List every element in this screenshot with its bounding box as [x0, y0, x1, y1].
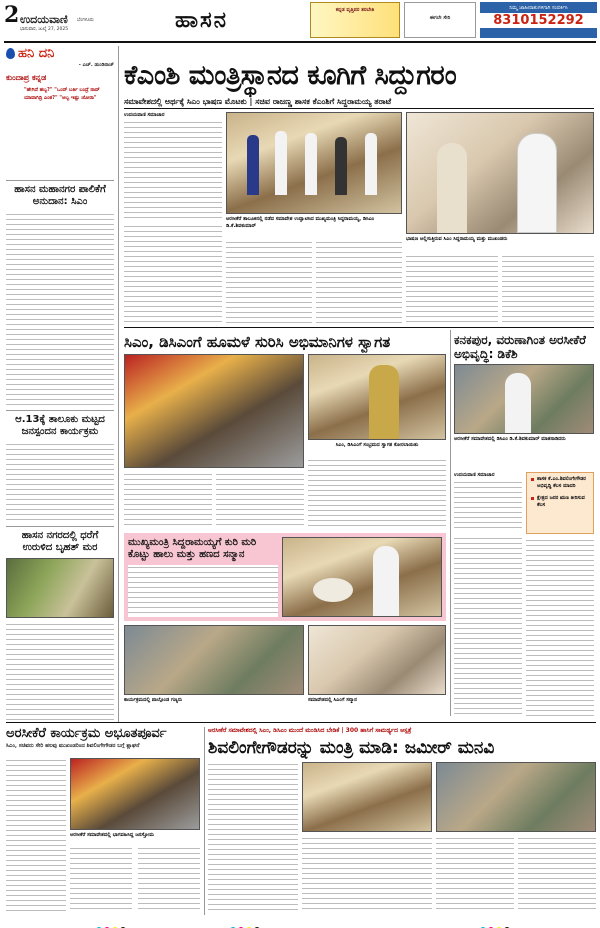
hani-dani-box: [6, 46, 114, 152]
dkshi-highlight-2: ಕ್ಷೇತ್ರದ ಜನರ ಋಣ ತೀರಿಸುವ ಕೆಲಸ: [530, 495, 590, 509]
issue-date: ಭಾನುವಾರ, ಜುಲೈ 27, 2025: [20, 27, 69, 32]
dkshi-caption: ಅರಸೀಕೆರೆ ಸಮಾವೇಶದಲ್ಲಿ ಡಿಸಿಎಂ ಡಿ.ಕೆ.ಶಿವಕುಮಾರ್ ಮಾತನಾಡಿದರು: [454, 436, 566, 442]
cm-honour-caption: ಸಮಾವೇಶದಲ್ಲಿ ಸಿಎಂಗೆ ಸನ್ಮಾನ: [308, 697, 357, 703]
bottom-main-body-col1: [208, 762, 298, 912]
bottom-crowd-caption: ಅರಸೀಕೆರೆ ಸಮಾವೇಶದಲ್ಲಿ ಭಾಗವಹಿಸಿದ್ದ ಜನಸ್ತೋಮ: [70, 832, 155, 838]
dkshi-highlight-1: ಶಾಸಕ ಕೆ.ಎಂ.ಶಿವಲಿಂಗೇಗೌಡರ ಅಭಿವೃದ್ಧಿ ಕೆಲಸ ಮಾದರಿ: [530, 476, 590, 490]
bottom-section-rule: [6, 722, 596, 723]
main-subheadline: ಸಮಾವೇಶದಲ್ಲಿ ಅರ್ಥಕ್ಕೆ ಸಿಎಂ ಭಾಷಣ ಮೊಟಕು | ಸಚಿವ ರಾಜಣ್ಣ ಶಾಸಕ ಕೆಎಂಶಿಗೆ ಸಿದ್ದರಾಮಯ್ಯ ತರಾಟೆ: [124, 97, 392, 106]
hani-dani-logo: [6, 46, 114, 61]
main-story-col5: [502, 254, 594, 324]
bottom-crowd-photo: [70, 758, 200, 830]
hani-dani-poem-title: ಕುಂದಾಪ್ರ ಕನ್ನಡ: [6, 73, 47, 82]
hani-dani-poem: "ಹೇಗಿದೆ ಹಬ್ಬ?" "ಒಂದ್ ಬರ್ತಿ ಬಂದ್ರೆ ನಾವ್ ಯಾವಾಗಿದ್ರಿ ಎಂತ?" "ಅಬ್ಬ ಇಷ್ಟು ಜೋರಾ": [24, 87, 100, 101]
ad-phone: 8310152292: [480, 13, 597, 28]
main-headline-rule: [124, 108, 594, 109]
welcome-photo-felicitation: [308, 354, 446, 440]
dkshi-headline: ಕನಕಪುರ, ವರುಣಾಗಿಂತ ಅರಸೀಕೆರೆ ಅಭಿವೃದ್ಧಿ: ಡಿಕೆಶಿ: [454, 333, 586, 361]
welcome-body-col2: [216, 472, 304, 528]
bottom-main-body-col2: [302, 836, 432, 912]
dkshi-body-col1: [454, 536, 522, 716]
main-story-col1-top: [124, 120, 222, 220]
sheep-gift-body: [128, 565, 278, 617]
dkshi-body-col1-top: [454, 480, 522, 532]
hani-dani-title: ಹನಿ ದನಿ: [18, 46, 55, 61]
advertisement-left[interactable]: [310, 2, 400, 38]
main-photo-event-caption: ಅರಸೀಕೆರೆ ತಾಲೂಕಿನಲ್ಲಿ ನಡೆದ ಸಮಾವೇಶ ಉದ್ಘಾಟಿಸಿದ ಮುಖ್ಯಮಂತ್ರಿ ಸಿದ್ದರಾಮಯ್ಯ, ಡಿಸಿಎಂ ಡಿ.ಕೆ.ಶಿವಕುಮಾರ್: [226, 216, 375, 229]
city-title: ಹಾಸನ: [175, 8, 228, 33]
main-photo-event: [226, 112, 402, 214]
registration-marks-left: [96, 918, 128, 924]
dkshi-highlights: [526, 472, 594, 534]
sheep-gift-headline: ಮುಖ್ಯಮಂತ್ರಿ ಸಿದ್ದರಾಮಯ್ಯಗೆ ಕುರಿ ಮರಿ ಕೊಟ್ಟು ಹಾಲು ಮತ್ತು ಹಣದ ಸನ್ಮಾನ: [128, 537, 257, 560]
story-janaspandana-body: [6, 442, 114, 522]
welcome-headline: ಸಿಎಂ, ಡಿಸಿಎಂಗೆ ಹೂಮಳೆ ಸುರಿಸಿ ಅಭಿಮಾನಿಗಳ ಸ್ವಾಗತ: [124, 333, 391, 351]
ad-left-text: ಕನ್ನಡ ವೃತ್ತಿಪರ ತರಬೇತಿ: [335, 7, 375, 13]
story-grant-headline: ಹಾಸನ ಮಹಾನಗರ ಪಾಲಿಕೆಗೆ ಅನುದಾನ: ಸಿಎಂ: [14, 184, 106, 207]
ad-mid-text: ಈಗಲೇ ಸೇರಿ: [429, 15, 451, 21]
registration-marks-right: [480, 918, 512, 924]
bottom-left-subheadline: ಸಿಎಂ, ಸಚಿವರು ಸೇರಿ ಹಲವು ಮುಖಂಡರಿಂದ ಶಿವಲಿಂಗೇಗೌಡರ ಬಗ್ಗೆ ಶ್ಲಾಘನೆ: [6, 743, 140, 749]
story-tree-headline: ಹಾಸನ ನಗರದಲ್ಲಿ ಧರೆಗೆ ಉರುಳಿದ ಬೃಹತ್ ಮರ: [21, 530, 99, 553]
registration-marks-mid: [230, 918, 262, 924]
dignitaries-caption: ಕಾರ್ಯಕ್ರಮದಲ್ಲಿ ಪಾಲ್ಗೊಂಡ ಗಣ್ಯರು: [124, 697, 183, 703]
main-story-col2: [226, 240, 312, 324]
story-janaspandana-headline: ಆ.13ಕ್ಕೆ ತಾಲೂಕು ಮಟ್ಟದ ಜನಸ್ಪಂದನ ಕಾರ್ಯಕ್ರಮ: [15, 414, 105, 437]
bottom-left-body-col1: [6, 758, 66, 912]
left-column-separator: [118, 46, 119, 722]
tree-photo: [6, 558, 114, 618]
left-divider-3: [6, 526, 114, 527]
bottom-left-body-col2: [70, 846, 132, 912]
welcome-photo-crowd: [124, 354, 304, 468]
page-number: 2: [4, 2, 20, 28]
main-photo-cm-caption: ಭಾಷಣ ಆಲ್ಲಿಸುತ್ತಿರುವ ಸಿಎಂ ಸಿದ್ದರಾಮಯ್ಯ ಮತ್ತು ಮುಖಂಡರು: [406, 236, 508, 242]
main-story-col1: [124, 224, 222, 324]
welcome-caption: ಸಿಎಂ, ಡಿಸಿಎಂಗೆ ಸಂಭ್ರಮದ ಸ್ವಾಗತ ಕೋರಲಾಯಿತು: [335, 442, 419, 448]
dkshi-byline: ಉದಯವಾಣಿ ಸಮಾಚಾರ: [454, 472, 495, 478]
welcome-body-col3: [308, 458, 446, 528]
main-story-bottom-rule: [124, 327, 594, 328]
drop-icon: [6, 48, 15, 59]
bottom-main-headline: ಶಿವಲಿಂಗೇಗೌಡರನ್ನು ಮಂತ್ರಿ ಮಾಡಿ: ಜಮೀರ್ ಮನವಿ: [208, 738, 495, 758]
hani-dani-author: - ಎಚ್. ಡುಂಡಿರಾಜ್: [78, 62, 114, 68]
header-rule: [4, 41, 596, 43]
welcome-body-col1: [124, 472, 212, 528]
left-divider-1: [6, 180, 114, 181]
bottom-left-headline: ಅರಸೀಕೆರೆ ಕಾರ್ಯಕ್ರಮ ಅಭೂತಪೂರ್ವ: [6, 726, 167, 741]
ad-right-text: ನಿಮ್ಮ ಜಾಹೀರಾತುಗಳಿಗಾಗಿ ಸಂಪರ್ಕಿಸಿ: [509, 5, 568, 11]
sheep-gift-box: [124, 533, 446, 621]
masthead-brand: ಉದಯವಾಣಿ: [20, 13, 68, 26]
bottom-jameer-photo: [436, 762, 596, 832]
dkshi-photo: [454, 364, 594, 434]
main-story-col3: [316, 240, 402, 324]
main-headline: ಕೆಎಂಶಿ ಮಂತ್ರಿಸ್ಥಾನದ ಕೂಗಿಗೆ ಸಿದ್ದುಗರಂ: [124, 60, 457, 91]
bottom-column-separator: [204, 727, 205, 915]
dkshi-body-col2: [526, 538, 594, 716]
left-divider-2: [6, 410, 114, 411]
demand-strip: ಅರಸೀಕೆರೆ ಸಮಾವೇಶದಲ್ಲಿ ಸಿಎಂ, ಡಿಸಿಎಂ ಮುಂದೆ ಮಂಡಿಸಿದ ಬೇಡಿಕೆ | 300 ಹಾಸಿಗೆ ಸಾಮರ್ಥ್ಯದ ಆಸ್ಪತ್ರೆ: [208, 727, 596, 735]
edition-label: ಬೆಂಗಳೂರು: [77, 18, 94, 23]
story-grant-body: [6, 212, 114, 406]
advertisement-right[interactable]: [480, 2, 597, 38]
main-byline: ಉದಯವಾಣಿ ಸಮಾಚಾರ: [124, 112, 165, 118]
bottom-left-story: [6, 727, 202, 750]
story-tree-body: [6, 622, 114, 720]
main-story-col4: [406, 254, 498, 324]
cm-honour-photo: [308, 625, 446, 695]
main-photo-cm: [406, 112, 594, 234]
bottom-stage-photo: [302, 762, 432, 832]
bottom-left-body-col3: [138, 846, 200, 912]
advertisement-mid[interactable]: [404, 2, 476, 38]
sheep-gift-photo: [282, 537, 442, 617]
bottom-main-body-col4: [518, 836, 596, 912]
bottom-main-body-col3: [436, 836, 514, 912]
dignitaries-photo: [124, 625, 304, 695]
right-column-separator: [450, 330, 451, 716]
